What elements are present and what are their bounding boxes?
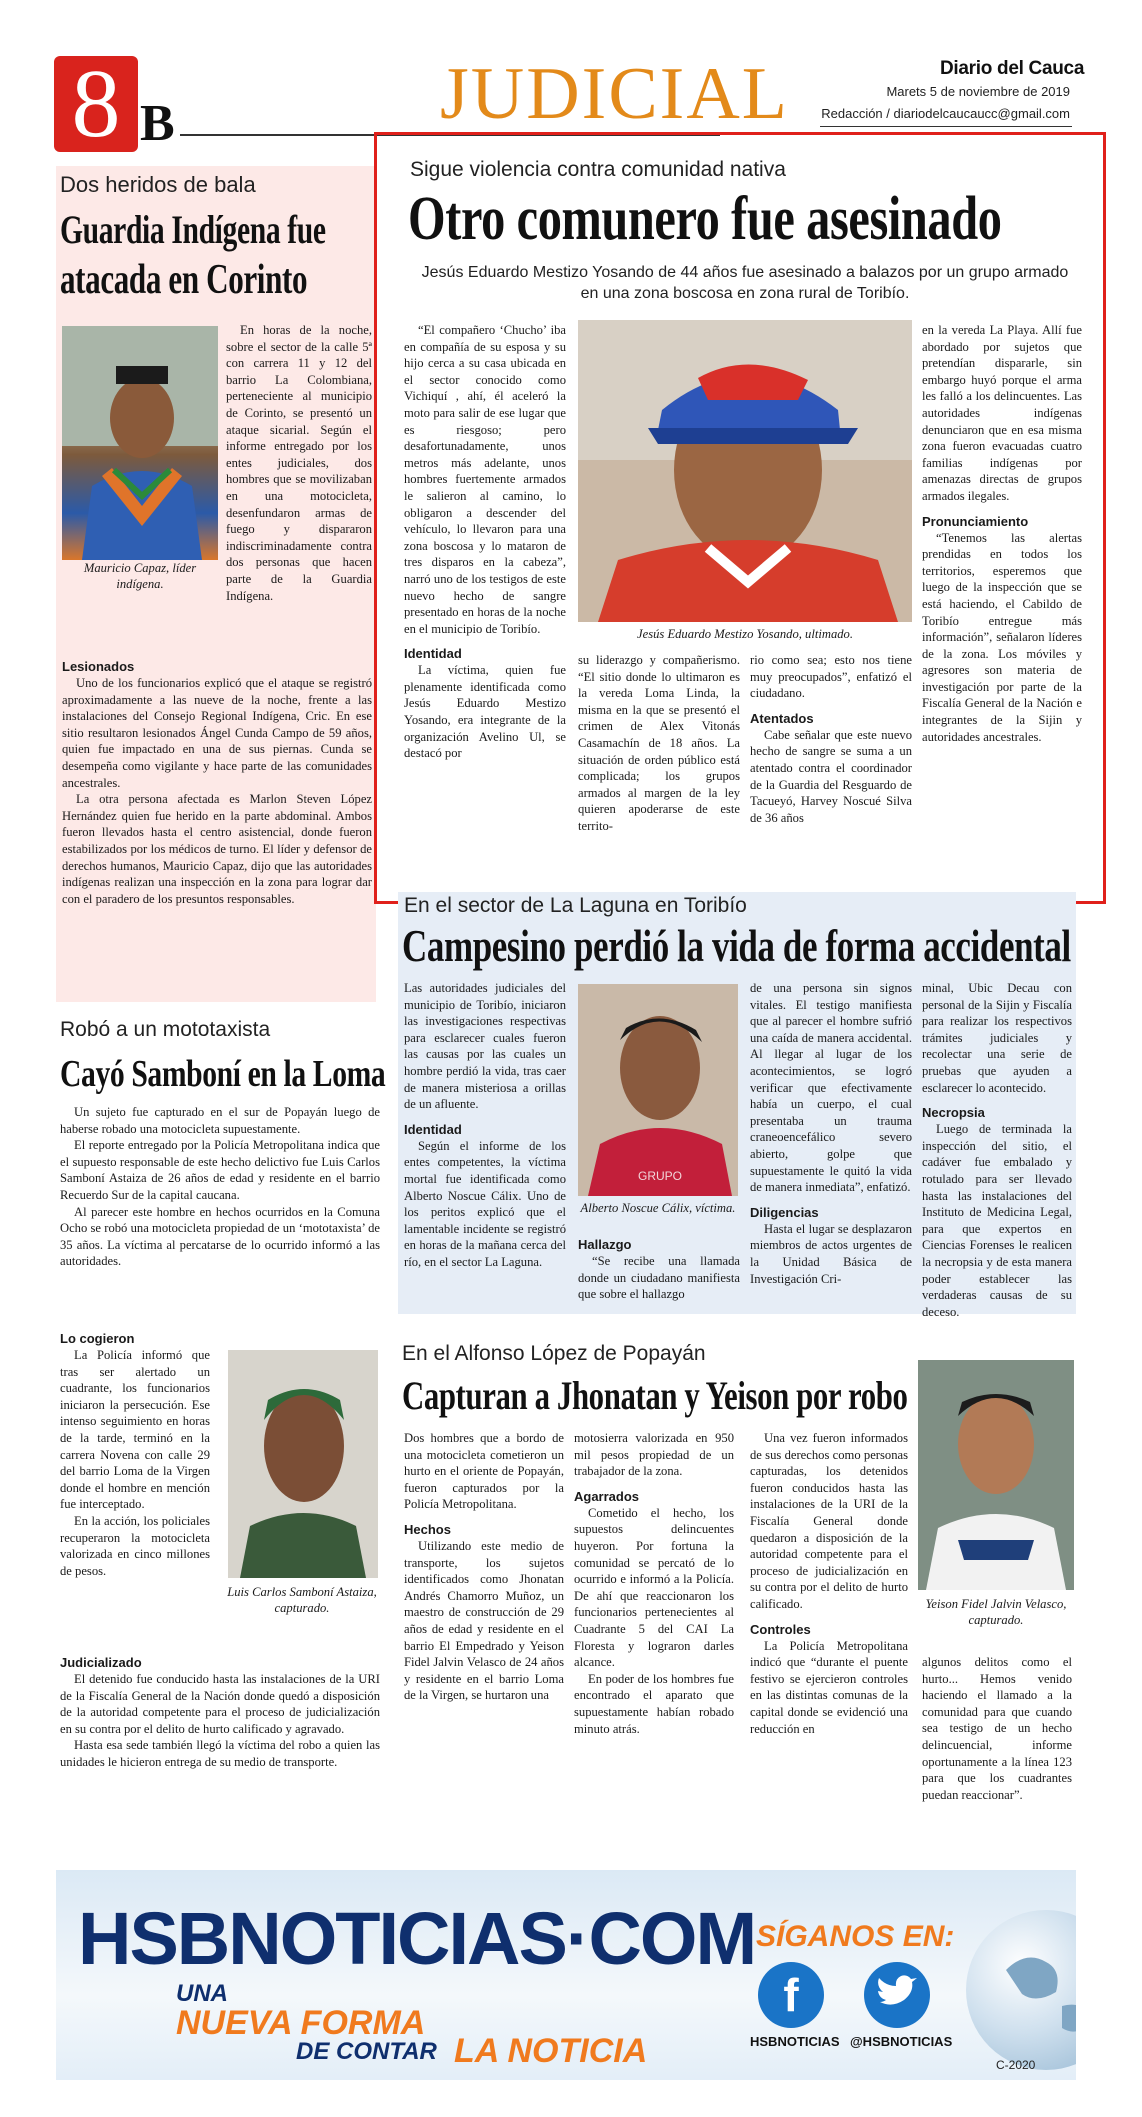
ad-tagline-4: LA NOTICIA: [454, 2032, 648, 2070]
logo-noticias: NOTICIAS: [228, 1897, 566, 1980]
campesino-paragraph: minal, Ubic Decau con personal de la Sijin y Fiscalía para realizar los respectivos trámites judiciales y recolectar una serie de pruebas que ayuden a esclarecer lo acontecido.: [922, 981, 1072, 1095]
guardia-photo-caption: Mauricio Capaz, líder indígena.: [83, 561, 197, 591]
guardia-paragraph: Uno de los funcionarios explicó que el ataque se registró aproximadamente a las nueve de la noche, frente a las instalaciones del Consejo Regional Indígena, Cric. En ese sitio resultaron lesionados Ángel Cunda Campo de 59 años, quien fue impactado en una de sus piernas. Cunda se desempeña como vigilante y hace parte de las comunidades ancestrales.: [62, 676, 372, 790]
comunero-subhead-identidad: Identidad: [404, 646, 462, 662]
guardia-lead-text: En horas de la noche, sobre el sector de la calle 5ª con carrera 11 y 12 del barrio La Colombiana, perteneciente al municipio de Corinto, se presentó un ataque sicarial. Según el informe entregado por los entes judiciales, dos hombres que se movilizaban en una motocicleta, desenfundaron armas de fuego y dispararon indiscriminadamente contra dos personas que hacen parte de la Guardia Indígena.: [226, 323, 372, 603]
captura-paragraph: En poder de los hombres fue encontrado el aparato que supuestamente habían robado minuto atrás.: [574, 1671, 734, 1736]
hsb-noticias-logo: [78, 1897, 756, 1980]
captura-col4: [922, 1654, 1072, 1803]
ad-tagline-2: NUEVA FORMA: [176, 2004, 426, 2042]
captura-col3: [750, 1430, 908, 1737]
contact-rule: [820, 126, 1072, 127]
samboni-paragraph: La Policía informó que tras ser alertado un cuadrante, los funcionarios iniciaron la persecución. Ese intenso seguimiento en horas de la tarde, terminó en la carrera Novena con calle 29 del barrio Loma de la Virgen donde el hombre en mención fue interceptado.: [60, 1348, 210, 1512]
facebook-icon[interactable]: f: [758, 1962, 824, 2028]
campesino-subhead-diligencias: Diligencias: [750, 1204, 819, 1220]
guardia-title-line1: Guardia Indígena fue: [60, 207, 326, 252]
svg-text:GRUPO: GRUPO: [638, 1169, 683, 1183]
samboni-closing: [60, 1654, 380, 1771]
campesino-subhead-necropsia: Necropsia: [922, 1105, 985, 1121]
twitter-icon[interactable]: [864, 1962, 930, 2028]
captura-photo-caption: Yeison Fidel Jalvin Velasco, capturado.: [925, 1597, 1067, 1627]
comunero-paragraph: La víctima, quien fue plenamente identificada como Jesús Eduardo Mestizo Yosando, era integrante de la organización Avelino Ul, se destacó por: [404, 663, 566, 761]
samboni-kicker: Robó a un mototaxista: [60, 1018, 271, 1041]
samboni-column: [60, 1330, 210, 1579]
campesino-col4: [922, 980, 1072, 1320]
comunero-paragraph: rio como sea; esto nos tiene muy preocupados”, enfatizó el ciudadano.: [750, 653, 912, 701]
campesino-title: Campesino perdió la vida de forma accidental: [402, 920, 1071, 971]
campesino-paragraph: “Se recibe una llamada donde un ciudadano manifiesta que sobre el hallazgo: [578, 1254, 740, 1302]
campesino-subhead-hallazgo: Hallazgo: [578, 1237, 632, 1252]
captura-kicker: En el Alfonso López de Popayán: [402, 1342, 706, 1365]
campesino-col1: [404, 980, 566, 1271]
captura-paragraph: Cometido el hecho, los supuestos delincuentes huyeron. Por fortuna la comunidad se percató de lo ocurrido e informó a la Policía. De ahí que reaccionaron los funcionarios pertenecientes al Cuadrante 5 del CAI La Floresta y lograron darles alcance.: [574, 1505, 734, 1670]
logo-dotcom: ·COM: [565, 1897, 756, 1980]
samboni-paragraph: Hasta esa sede también llegó la víctima del robo a quien las unidades le hicieron entrega de su medio de transporte.: [60, 1738, 380, 1769]
guardia-title-line2: atacada en Corinto: [60, 257, 308, 303]
newspaper-brand: Diario del Cauca: [940, 58, 1085, 79]
ad-tagline-3: DE CONTAR: [296, 2038, 437, 2065]
campesino-kicker: En el sector de La Laguna en Toribío: [404, 894, 747, 917]
comunero-title: Otro comunero fue asesinado: [408, 185, 1002, 253]
samboni-paragraph: El reporte entregado por la Policía Metropolitana indica que el supuesto responsable de este hecho delictivo fue Luis Carlos Samboní Astaiza de 26 años de edad y residente en el barrio Recuerdo Sur de la capital caucana.: [60, 1138, 380, 1202]
twitter-handle[interactable]: @HSBNOTICIAS: [850, 2034, 953, 2049]
luis-samboni-photo: [228, 1350, 378, 1578]
comunero-paragraph: “El compañero ‘Chucho’ iba en compañía de su esposa y su hijo cerca a su casa ubicada en el sector conocido como Vichiquí , ahí, él aceleró la moto para salir de ese lugar que es riesgoso; pero desafortunadamente, unos metros más adelante, unos hombres fuertemente armados le salieron al camino, lo obligaron a descender del vehículo, lo llevaron para una zona boscosa y lo mataron de tres disparos en la cabeza”, narró uno de los testigos de este nuevo hecho de sangre presentado en horas de la noche en el municipio de Toribío.: [404, 323, 566, 636]
campesino-col3: [750, 980, 912, 1287]
samboni-title: Cayó Samboní en la Loma: [60, 1053, 386, 1095]
guardia-kicker: Dos heridos de bala: [60, 172, 256, 197]
page-letter: B: [140, 95, 175, 152]
comunero-kicker: Sigue violencia contra comunidad nativa: [410, 158, 786, 181]
campesino-paragraph: de una persona sin signos vitales. El testigo manifiesta que al parecer el hombre sufrió una caída de manera accidental. Al llegar al lugar de los acontecimientos, se logró verificar que efectivamente había un cuerpo, el cual presentaba un trauma craneoencefálico severo abierto, golpe que supuestamente le quitó la vida de manera inmediata”, enfatizó.: [750, 981, 912, 1195]
samboni-intro: [60, 1104, 380, 1270]
captura-subhead-agarrados: Agarrados: [574, 1488, 640, 1504]
samboni-paragraph: Un sujeto fue capturado en el sur de Popayán luego de haberse robado una motocicleta supuestamente.: [60, 1105, 380, 1136]
captura-subhead-controles: Controles: [750, 1621, 811, 1637]
guardia-paragraph: La otra persona afectada es Marlon Steven López Hernández quien fue herido en la parte abdominal. Ambos fueron llevados hasta el centro asistencial, donde fueron estabilizados por los médicos de turno. El líder y defensor de derechos humanos, Mauricio Capaz, dijo que las autoridades indígenas realizan una inspección en la zona para lograr dar con el paradero de los presuntos responsables.: [62, 792, 372, 906]
captura-col1: [404, 1430, 564, 1704]
campesino-paragraph: Según el informe de los entes competentes, la víctima mortal fue identificada como Alberto Noscue Cálix. Uno de los peritos explicó que el lamentable incidente se registró en horas de la mañana cerca del río, en el sector La Laguna.: [404, 1138, 566, 1269]
captura-col2: [574, 1430, 734, 1737]
samboni-subhead-judicializado: Judicializado: [60, 1655, 142, 1670]
samboni-photo-caption: Luis Carlos Samboní Astaiza, capturado.: [227, 1585, 377, 1615]
mauricio-capaz-photo: [62, 326, 218, 560]
section-title: JUDICIAL: [440, 53, 789, 135]
samboni-paragraph: Al parecer este hombre en hechos ocurridos en la Comuna Ocho se robó una motocicleta propiedad de un ‘mototaxista’ de 35 años. La víctima al percatarse de lo ocurrido informó a las autoridades.: [60, 1204, 380, 1269]
comunero-paragraph: Cabe señalar que este nuevo hecho de sangre se suma a un atentado contra el coordinador de la Guardia del Resguardo de Tacueyó, Harvey Noscué Silva de 36 años: [750, 727, 912, 825]
comunero-subhead-atentados: Atentados: [750, 710, 814, 726]
comunero-col4: [922, 322, 1082, 745]
captura-paragraph: algunos delitos como el hurto... Hemos venido haciendo el llamado a la comunidad para que cuando sea testigo de un hecho delincuencial, informe oportunamente a la línea 123 para que los cuadrantes puedan reaccionar”.: [922, 1655, 1072, 1802]
follow-us-label: SÍGANOS EN:: [756, 1920, 955, 1953]
globe-icon: [966, 1910, 1076, 2070]
hsb-noticias-ad[interactable]: [56, 1870, 1076, 2080]
samboni-paragraph: En la acción, los policiales recuperaron la motocicleta valorizada en cinco millones de pesos.: [60, 1513, 210, 1578]
issue-date: Marets 5 de noviembre de 2019: [886, 84, 1070, 99]
captura-paragraph: Una vez fueron informados de sus derechos como personas capturadas, los detenidos fueron conducidos hasta las instalaciones de la URI de la Fiscalía General donde quedaron a disposición de la autoridad competente para el proceso de judicialización en su contra por el delito de hurto calificado.: [750, 1431, 908, 1611]
comunero-photo-caption: Jesús Eduardo Mestizo Yosando, ultimado.: [637, 627, 853, 641]
logo-hsb: HSB: [78, 1897, 229, 1980]
campesino-photo-caption: Alberto Noscue Cálix, víctima.: [580, 1201, 736, 1215]
ad-tagline-1: UNA: [176, 1980, 228, 2007]
guardia-body: [62, 650, 372, 907]
comunero-col3: [750, 652, 912, 826]
samboni-subhead-cogieron: Lo cogieron: [60, 1331, 135, 1346]
samboni-paragraph: El detenido fue conducido hasta las instalaciones de la URI de la Fiscalía General de la Nación donde quedó a disposición de la autoridad competente para el proceso de judicialización en su contra por el delito de hurto calificado y agravado.: [60, 1672, 380, 1736]
campesino-col2: [578, 1236, 740, 1303]
facebook-handle[interactable]: HSBNOTICIAS: [750, 2034, 840, 2049]
alberto-noscue-photo: [578, 984, 738, 1196]
ad-code: C-2020: [996, 2058, 1036, 2072]
captura-paragraph: Utilizando este medio de transporte, los sujetos identificados como Jhonatan Andrés Chamorro Muñoz, un maestro de construcción de 29 años de edad y residente en el barrio El Empedrado y Yeison Fidel Jalvin Velasco de 24 años y residente en el barrio Loma de la Virgen, se hurtaron una: [404, 1538, 564, 1703]
comunero-col1: [404, 322, 566, 762]
captura-subhead-hechos: Hechos: [404, 1521, 451, 1537]
captura-paragraph: La Policía Metropolitana indicó que “durante el puente festivo se ejercieron controles en las distintas comunas de la capital donde se evidenció una reducción en: [750, 1638, 908, 1736]
comunero-subhead-pronunciamiento: Pronunciamiento: [922, 513, 1029, 529]
campesino-paragraph: Las autoridades judiciales del municipio de Toribío, iniciaron las investigaciones respectivas para esclarecer cuales fueron las causas por las cuales un hombre perdió la vida, tras caer de manera misteriosa a orillas de un afluente.: [404, 981, 566, 1112]
newsroom-contact: Redacción / diariodelcaucaucc@gmail.com: [821, 106, 1070, 121]
comunero-deck: Jesús Eduardo Mestizo Yosando de 44 años fue asesinado a balazos por un grupo armado en una zona boscosa en zona rural de Toribío.: [421, 264, 1069, 302]
guardia-lead: [226, 322, 372, 604]
campesino-subhead-identidad: Identidad: [404, 1121, 462, 1137]
captura-paragraph: motosierra valorizada en 950 mil pesos propiedad de un trabajador de la zona.: [574, 1431, 734, 1479]
comunero-col2: [578, 652, 740, 835]
comunero-paragraph: en la vereda La Playa. Allí fue abordado por sujetos que pretendían dispararle, sin embargo huyó porque el arma les falló a los delincuentes. Las autoridades indígenas denunciaron que en esa misma zona fueron evacuadas cuatro familias indígenas por amenazas directas de grupos armados ilegales.: [922, 323, 1082, 503]
jesus-mestizo-photo: [578, 320, 912, 622]
page-number: 8: [54, 56, 138, 152]
guardia-subhead-lesionados: Lesionados: [62, 659, 135, 674]
campesino-paragraph: Hasta el lugar se desplazaron miembros de actos urgentes de la Unidad Básica de Investigación Cri-: [750, 1221, 912, 1286]
captura-paragraph: Dos hombres que a bordo de una motocicleta cometieron un hurto en el oriente de Popayán, fueron capturados por la Policía Metropolitana.: [404, 1431, 564, 1512]
comunero-paragraph: su liderazgo y compañerismo. “El sitio donde lo ultimaron es la vereda Loma Linda, la misma en la que se presentó el crimen de Alex Vitonás Casamachín de 18 años. La situación de orden público está complicada; los grupos armados al margen de la ley quieren apoderarse de este territo-: [578, 653, 740, 833]
comunero-paragraph: “Tenemos las alertas prendidas en todos los territorios, esperemos que luego de la inspección que se está haciendo, el Cabildo de Toribío entregue más información”, señalaron líderes de la zona. Los móviles y agresores son materia de investigación por parte de la Fiscalía General de la Nación e integrantes de la Sijin y autoridades ancestrales.: [922, 530, 1082, 744]
yeison-jalvin-photo: [918, 1360, 1074, 1590]
campesino-paragraph: Luego de terminada la inspección del sitio, el cadáver fue embalado y rotulado para ser llevado hasta las instalaciones del Instituto de Medicina Legal, para que expertos en Ciencias Forenses le realicen la necropsia y de esta manera poder establecer las verdaderas causas de su deceso.: [922, 1122, 1072, 1319]
captura-title: Capturan a Jhonatan y Yeison por robo: [402, 1373, 908, 1418]
